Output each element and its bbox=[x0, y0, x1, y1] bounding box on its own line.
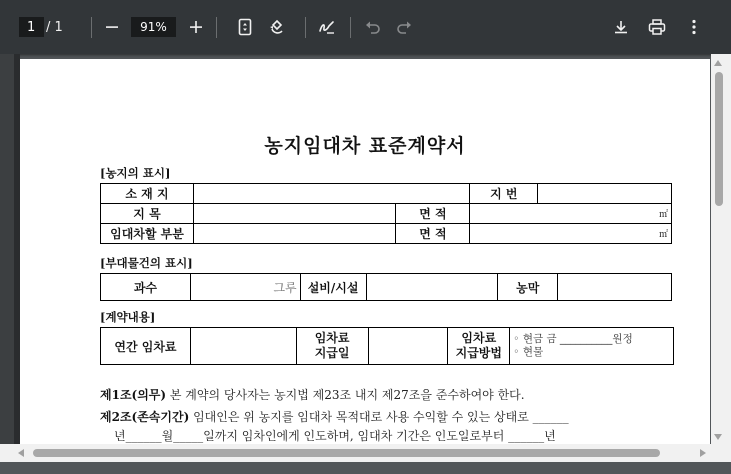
payment-date-label-line: 임차료 bbox=[314, 331, 350, 345]
payment-date-cell bbox=[368, 328, 448, 365]
land-category-label: 지 목 bbox=[101, 204, 194, 224]
table-row bbox=[101, 274, 672, 301]
draw-button[interactable] bbox=[315, 15, 339, 39]
toolbar-divider bbox=[350, 17, 351, 38]
rotate-counterclockwise-icon bbox=[267, 17, 287, 37]
payment-date-label bbox=[296, 328, 368, 365]
article-1 bbox=[100, 386, 525, 403]
attached-items-table bbox=[100, 273, 672, 301]
toolbar-divider bbox=[305, 17, 306, 38]
redo-button[interactable] bbox=[392, 15, 416, 39]
lot-number-label: 지 번 bbox=[470, 184, 538, 204]
article-2-text: 임대인은 위 농지를 임대차 목적대로 사용 수익할 수 있는 상태로 ______ bbox=[189, 410, 569, 424]
scroll-down-arrow-icon[interactable] bbox=[714, 434, 722, 440]
scroll-up-arrow-icon[interactable] bbox=[714, 60, 722, 66]
scrollbar-corner bbox=[711, 444, 731, 462]
minus-icon bbox=[105, 20, 119, 34]
printer-icon bbox=[648, 19, 666, 35]
annual-rent-label: 연간 임차료 bbox=[101, 328, 191, 365]
thumbnail-sidebar-edge bbox=[0, 54, 14, 458]
farm-hut-label: 농막 bbox=[498, 274, 558, 301]
vertical-scrollbar-thumb[interactable] bbox=[715, 72, 723, 206]
article-2-continued: 년______월_____일까지 임차인에게 인도하며, 임대차 기간은 인도일로부터 ______년 bbox=[114, 429, 556, 443]
viewer-bottom-edge bbox=[0, 462, 731, 474]
contract-table bbox=[100, 327, 674, 365]
redo-icon bbox=[396, 20, 412, 34]
area-label: 면 적 bbox=[396, 204, 470, 224]
more-actions-button[interactable] bbox=[682, 15, 706, 39]
table-row bbox=[101, 204, 672, 224]
scroll-right-arrow-icon[interactable] bbox=[700, 449, 706, 457]
payment-date-label-line: 지급일 bbox=[314, 346, 350, 360]
lot-number-cell bbox=[538, 184, 672, 204]
table-row bbox=[101, 224, 672, 244]
area-label: 면 적 bbox=[396, 224, 470, 244]
article-1-text: 본 계약의 당사자는 농지법 제23조 내지 제27조을 준수하여야 한다. bbox=[166, 388, 525, 402]
location-label: 소 재 지 bbox=[101, 184, 194, 204]
location-cell bbox=[193, 184, 469, 204]
article-2-heading: 제2조(존속기간) bbox=[100, 410, 190, 424]
lease-portion-label: 임대차할 부분 bbox=[101, 224, 194, 244]
facilities-cell bbox=[366, 274, 498, 301]
section-heading-farmland: [농지의 표시] bbox=[100, 166, 171, 180]
section-heading-contract: [계약내용] bbox=[100, 310, 156, 324]
scroll-left-arrow-icon[interactable] bbox=[18, 449, 24, 457]
table-row bbox=[101, 184, 672, 204]
payment-method-label-line: 임차료 bbox=[461, 331, 497, 345]
fit-to-page-icon bbox=[238, 18, 252, 36]
payment-method-label bbox=[448, 328, 510, 365]
toolbar-divider bbox=[216, 17, 217, 38]
article-2 bbox=[100, 408, 569, 425]
zoom-in-button[interactable] bbox=[184, 15, 208, 39]
page-count-label: / 1 bbox=[46, 19, 63, 35]
farm-hut-cell bbox=[558, 274, 672, 301]
annotation-pen-icon bbox=[318, 18, 336, 36]
plus-icon bbox=[189, 20, 203, 34]
farmland-table bbox=[100, 183, 672, 244]
area-cell: ㎡ bbox=[470, 224, 672, 244]
option-cash: ◦ 현금 금 __________원정 bbox=[513, 333, 633, 345]
payment-method-options bbox=[510, 328, 674, 365]
fruit-trees-cell: 그루 bbox=[190, 274, 300, 301]
facilities-label: 설비/시설 bbox=[300, 274, 366, 301]
document-title: 농지임대차 표준계약서 bbox=[264, 135, 466, 157]
option-goods: ◦ 현물 bbox=[513, 346, 544, 358]
land-category-cell bbox=[193, 204, 396, 224]
zoom-out-button[interactable] bbox=[100, 15, 124, 39]
area-cell: ㎡ bbox=[470, 204, 672, 224]
rotate-button[interactable] bbox=[265, 15, 289, 39]
fruit-trees-label: 과수 bbox=[101, 274, 191, 301]
fit-page-button[interactable] bbox=[233, 15, 257, 39]
payment-method-label-line: 지급방법 bbox=[455, 346, 502, 360]
undo-icon bbox=[365, 20, 381, 34]
pdf-page bbox=[20, 59, 710, 459]
print-button[interactable] bbox=[645, 15, 669, 39]
page-number-input[interactable]: 1 bbox=[19, 17, 44, 37]
toolbar-divider bbox=[91, 17, 92, 38]
section-heading-attached-items: [부대물건의 표시] bbox=[100, 256, 193, 270]
annual-rent-cell bbox=[190, 328, 296, 365]
download-icon bbox=[613, 19, 629, 35]
kebab-menu-icon bbox=[691, 19, 697, 35]
download-button[interactable] bbox=[609, 15, 633, 39]
table-row bbox=[101, 328, 674, 365]
undo-button[interactable] bbox=[361, 15, 385, 39]
horizontal-scrollbar-thumb[interactable] bbox=[33, 449, 660, 457]
lease-portion-cell bbox=[193, 224, 396, 244]
zoom-level-input[interactable]: 91% bbox=[131, 17, 176, 37]
pdf-toolbar bbox=[0, 0, 731, 54]
article-1-heading: 제1조(의무) bbox=[100, 388, 167, 402]
